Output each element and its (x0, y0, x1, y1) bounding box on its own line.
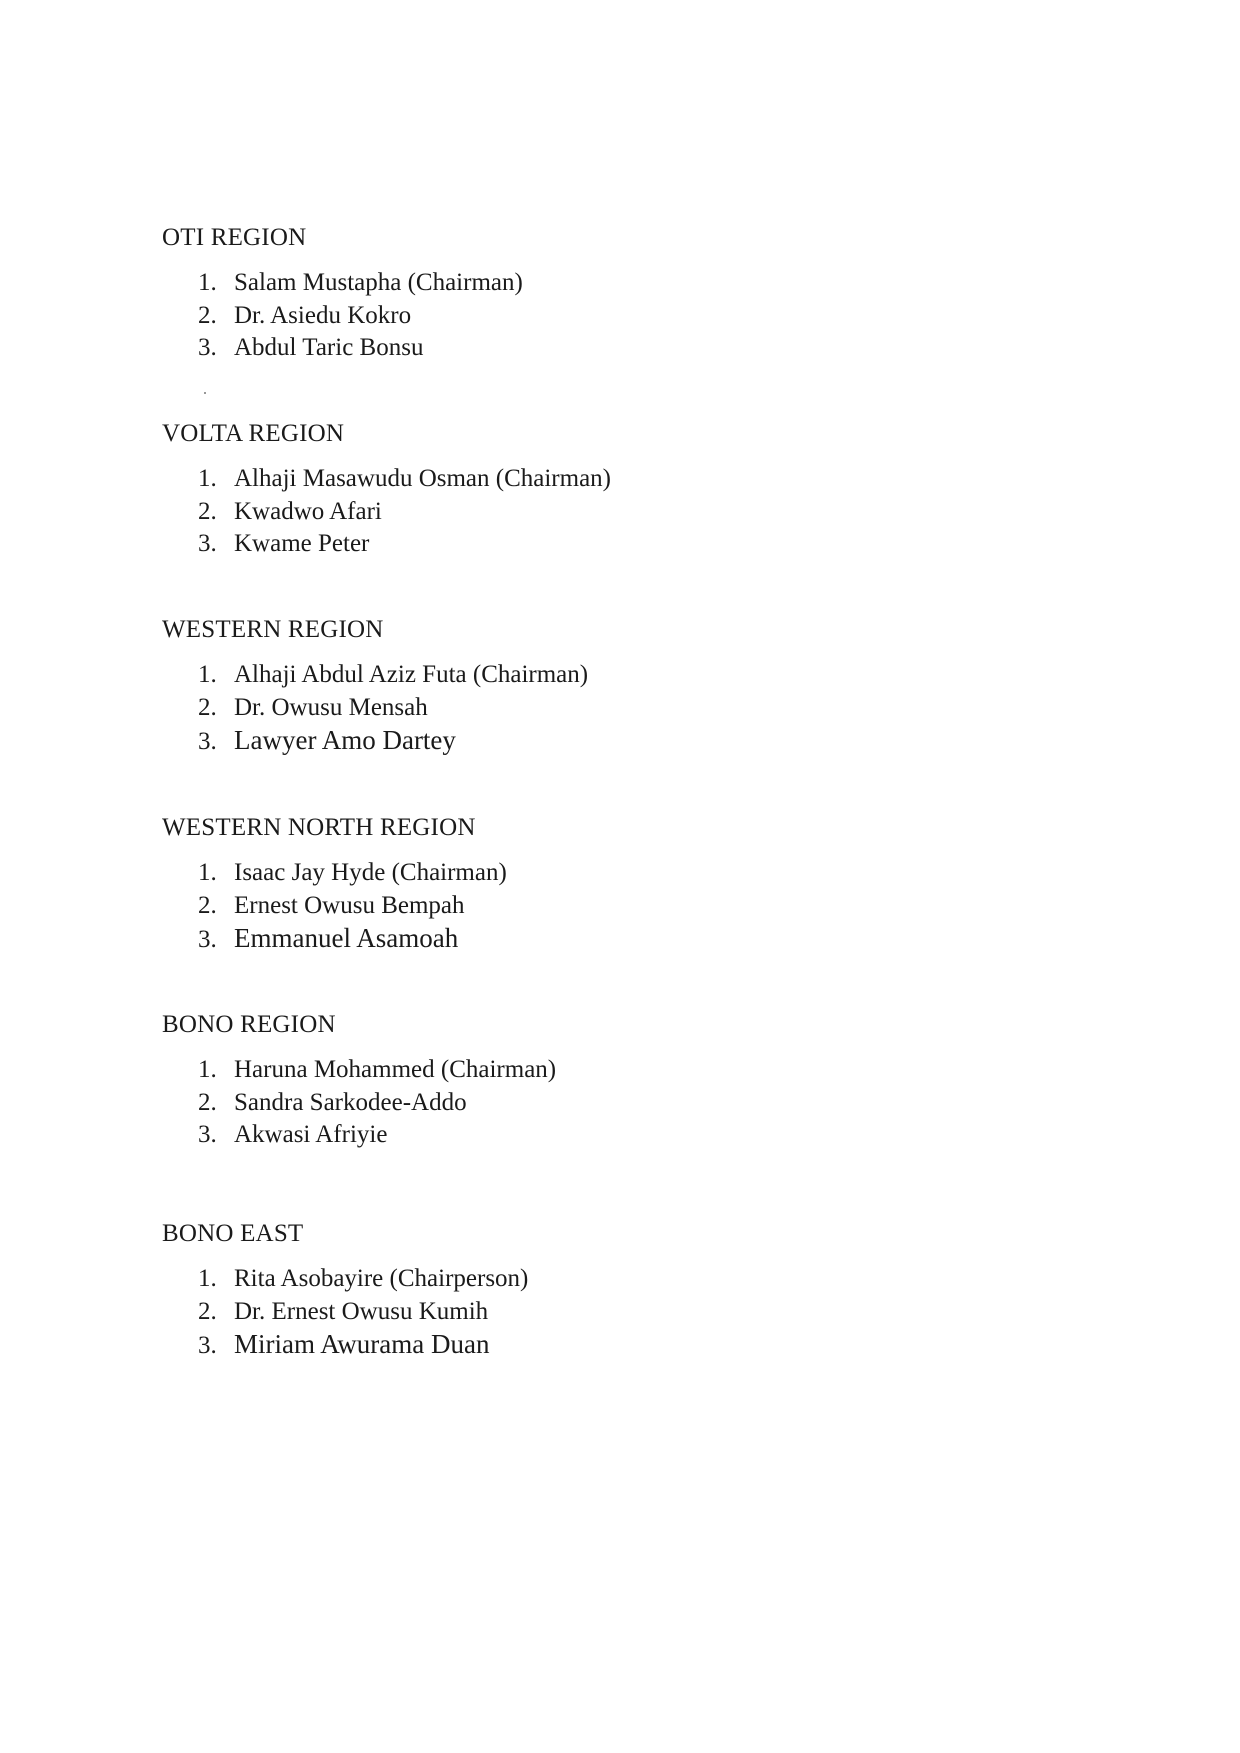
member-name: Salam Mustapha (Chairman) (234, 269, 523, 296)
list-number: 3. (198, 1121, 217, 1148)
list-number: 2. (198, 891, 217, 919)
member-name: Kwame Peter (234, 530, 370, 557)
list-item (162, 267, 962, 300)
list-number: 3. (198, 530, 217, 557)
list-number: 2. (198, 1088, 217, 1116)
list-number: 2. (198, 497, 217, 525)
region-heading: BONO REGION (162, 1011, 336, 1038)
list-item (162, 857, 962, 890)
list-number: 1. (198, 269, 217, 296)
list-item (162, 922, 962, 955)
list-item (162, 692, 962, 725)
list-number: 1. (198, 859, 217, 886)
list-item (162, 300, 962, 333)
list-item (162, 463, 962, 496)
region-section-western-north (162, 813, 962, 955)
list-item (162, 659, 962, 692)
member-name: Ernest Owusu Bempah (234, 891, 465, 919)
list-item (162, 724, 962, 757)
region-section-oti (162, 223, 962, 365)
list-item (162, 528, 962, 561)
member-list (162, 267, 962, 365)
region-heading: WESTERN REGION (162, 616, 384, 643)
member-name: Dr. Owusu Mensah (234, 693, 428, 721)
scan-speck (204, 392, 206, 394)
region-section-bono-east (162, 1219, 962, 1361)
list-number: 1. (198, 1265, 217, 1292)
list-number: 1. (198, 465, 217, 492)
member-name: Dr. Asiedu Kokro (234, 301, 412, 329)
list-item (162, 1087, 962, 1120)
list-number: 3. (198, 334, 217, 361)
member-name: Dr. Ernest Owusu Kumih (234, 1297, 489, 1325)
list-number: 2. (198, 301, 217, 329)
member-name: Kwadwo Afari (234, 497, 382, 525)
member-name: Alhaji Masawudu Osman (Chairman) (234, 465, 612, 492)
list-item (162, 1119, 962, 1152)
list-item (162, 332, 962, 365)
member-name: Abdul Taric Bonsu (234, 334, 424, 361)
member-list (162, 1263, 962, 1361)
member-name: Rita Asobayire (Chairperson) (234, 1265, 529, 1292)
list-item (162, 1263, 962, 1296)
member-name: Lawyer Amo Dartey (234, 725, 456, 755)
list-number: 1. (198, 661, 217, 688)
member-list (162, 659, 962, 757)
member-name: Akwasi Afriyie (234, 1121, 388, 1148)
list-item (162, 1328, 962, 1361)
region-heading: OTI REGION (162, 224, 307, 251)
list-number: 3. (198, 926, 217, 953)
list-item (162, 1054, 962, 1087)
region-heading: VOLTA REGION (162, 420, 345, 447)
region-section-western (162, 615, 962, 757)
member-list (162, 857, 962, 955)
region-heading: BONO EAST (162, 1220, 304, 1247)
member-name: Miriam Awurama Duan (234, 1329, 490, 1359)
member-name: Isaac Jay Hyde (Chairman) (234, 859, 507, 886)
member-name: Haruna Mohammed (Chairman) (234, 1056, 557, 1083)
list-number: 2. (198, 693, 217, 721)
member-name: Emmanuel Asamoah (234, 923, 459, 953)
list-number: 3. (198, 728, 217, 755)
member-name: Sandra Sarkodee-Addo (234, 1088, 467, 1116)
member-name: Alhaji Abdul Aziz Futa (Chairman) (234, 661, 589, 688)
list-number: 2. (198, 1297, 217, 1325)
member-list (162, 463, 962, 561)
region-section-bono (162, 1010, 962, 1152)
list-number: 3. (198, 1332, 217, 1359)
list-number: 1. (198, 1056, 217, 1083)
list-item (162, 496, 962, 529)
list-item (162, 1296, 962, 1329)
list-item (162, 890, 962, 923)
member-list (162, 1054, 962, 1152)
region-section-volta (162, 419, 962, 561)
region-heading: WESTERN NORTH REGION (162, 814, 476, 841)
